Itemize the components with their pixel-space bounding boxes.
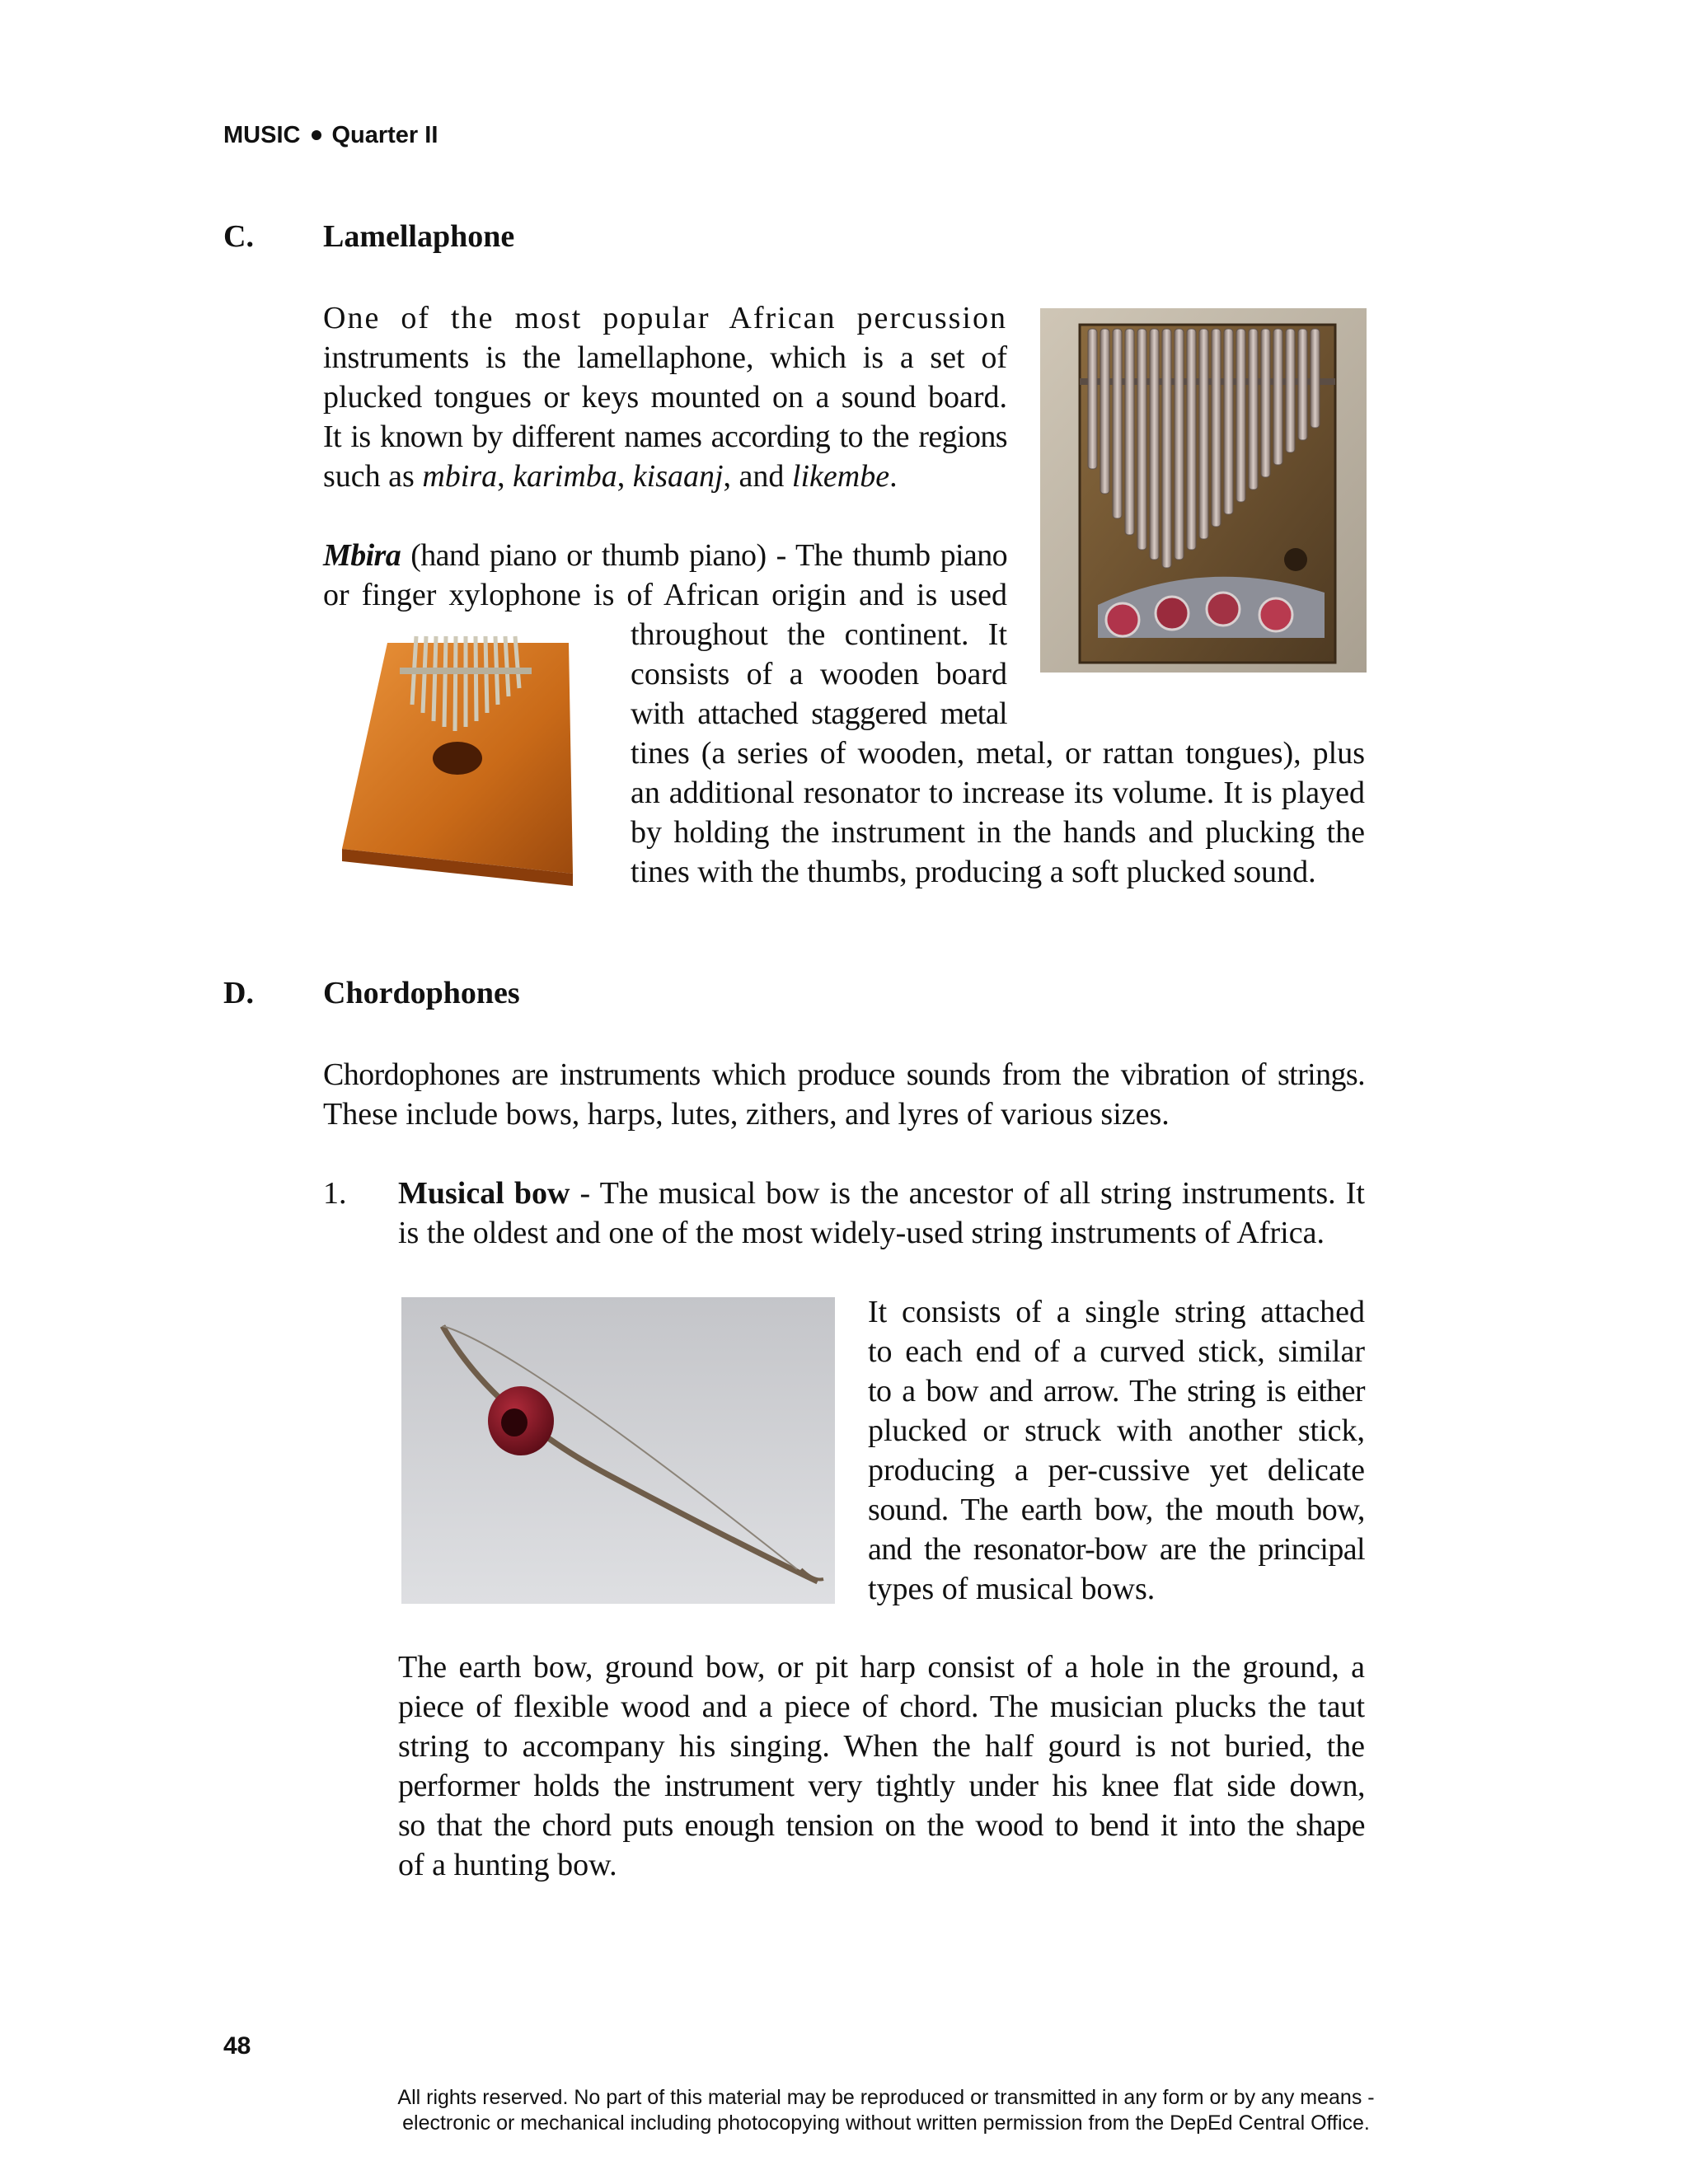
bow-line: types of musical bows. [868,1572,1156,1606]
item-line [398,1174,1365,1213]
intro-line: One of the most popular African percussion [323,301,1007,335]
mbira-line: consists of a wooden board [631,657,1007,691]
page-header [223,122,438,149]
mbira-line [323,536,1007,575]
section-d-title: Chordophones [323,976,520,1010]
musical-bow-item [398,1174,1365,1253]
bow-line: It consists of a single string attached [868,1295,1365,1329]
musical-bow-image [401,1297,835,1604]
item-line: is the oldest and one of the most widely-used string instruments of Africa. [398,1216,1325,1250]
mbira-line: or finger xylophone is of African origin and is used [323,578,1007,612]
mbira-paragraph-wrap [631,615,1007,733]
mbira-paragraph-top [323,536,1007,615]
earth-bow-line: The earth bow, ground bow, or pit harp consist of a hole in the ground, a [398,1650,1365,1685]
earth-bow-line: performer holds the instrument very tightly under his knee flat side down, [398,1769,1365,1803]
intro-line: It is known by different names according to the regions [323,419,1007,454]
lamellaphone-photo [1040,308,1367,673]
intro-line: instruments is the lamellaphone, which is a set of [323,340,1007,375]
bow-line: plucked or struck with another stick, [868,1413,1365,1448]
musical-bow-photo [401,1297,835,1604]
bow-line: and the resonator-bow are the principal [868,1532,1365,1567]
bullet-icon [312,130,321,140]
section-c-letter: C. [223,219,254,254]
mbira-line: with attached staggered metal [631,696,1007,731]
mbira-photo [321,626,608,898]
name-likembe: likembe [791,459,890,494]
name-mbira: mbira [422,459,498,494]
bow-line: producing a per-cussive yet delicate [868,1453,1365,1488]
separator: , [617,459,633,494]
earth-bow-line: string to accompany his singing. When the half gourd is not buried, the [398,1729,1365,1764]
header-subject: MUSIC [223,122,301,148]
bow-line: sound. The earth bow, the mouth bow, [868,1493,1365,1527]
bow-line: to a bow and arrow. The string is either [868,1374,1365,1408]
section-d-intro [323,1055,1365,1134]
intro-prefix: such as [323,459,423,494]
separator: , [497,459,513,494]
earth-bow-line: of a hunting bow. [398,1848,617,1882]
section-d-letter: D. [223,976,254,1010]
separator: , and [723,459,792,494]
name-karimba: karimba [513,459,617,494]
period: . [889,459,898,494]
section-c-title: Lamellaphone [323,219,515,254]
page-number: 48 [223,2032,251,2060]
mbira-line: an additional resonator to increase its volume. It is played [631,776,1365,810]
earth-bow-line: piece of flexible wood and a piece of chord. The musician plucks the taut [398,1690,1365,1724]
copyright-footer [247,2085,1525,2136]
earth-bow-line: so that the chord puts enough tension on the wood to bend it into the shape [398,1808,1365,1843]
earth-bow-paragraph [398,1647,1365,1885]
footer-line-1: All rights reserved. No part of this material may be reproduced or transmitted in any form or by any means - [397,2086,1375,2109]
bow-line: to each end of a curved stick, similar [868,1334,1365,1369]
mbira-line: tines with the thumbs, producing a soft plucked sound. [631,855,1316,889]
musical-bow-description [868,1292,1365,1609]
item-number: 1. [323,1176,347,1211]
mbira-line: by holding the instrument in the hands and plucking the [631,815,1365,850]
item-term: Musical bow [398,1176,570,1211]
lamellaphone-image [1040,308,1367,673]
mbira-paragraph-bottom [631,733,1365,892]
section-c-intro [323,298,1007,496]
mbira-line: throughout the continent. It [631,617,1007,652]
intro-line: plucked tongues or keys mounted on a sound board. [323,380,1007,415]
mbira-line-rest: (hand piano or thumb piano) - The thumb piano [401,538,1007,573]
intro-line-last [323,457,1007,496]
header-quarter: Quarter II [331,122,438,148]
intro-line: Chordophones are instruments which produce sounds from the vibration of strings. [323,1057,1365,1092]
intro-line: These include bows, harps, lutes, zithers, and lyres of various sizes. [323,1097,1170,1132]
mbira-line: tines (a series of wooden, metal, or rattan tongues), plus [631,736,1365,771]
item-line-rest: - The musical bow is the ancestor of all string instruments. It [570,1176,1365,1211]
mbira-term: Mbira [323,538,401,573]
mbira-image [321,626,608,898]
footer-line-2: electronic or mechanical including photocopying without written permission from the DepEd Central Office. [402,2111,1370,2135]
name-kisaanj: kisaanj [632,459,724,494]
